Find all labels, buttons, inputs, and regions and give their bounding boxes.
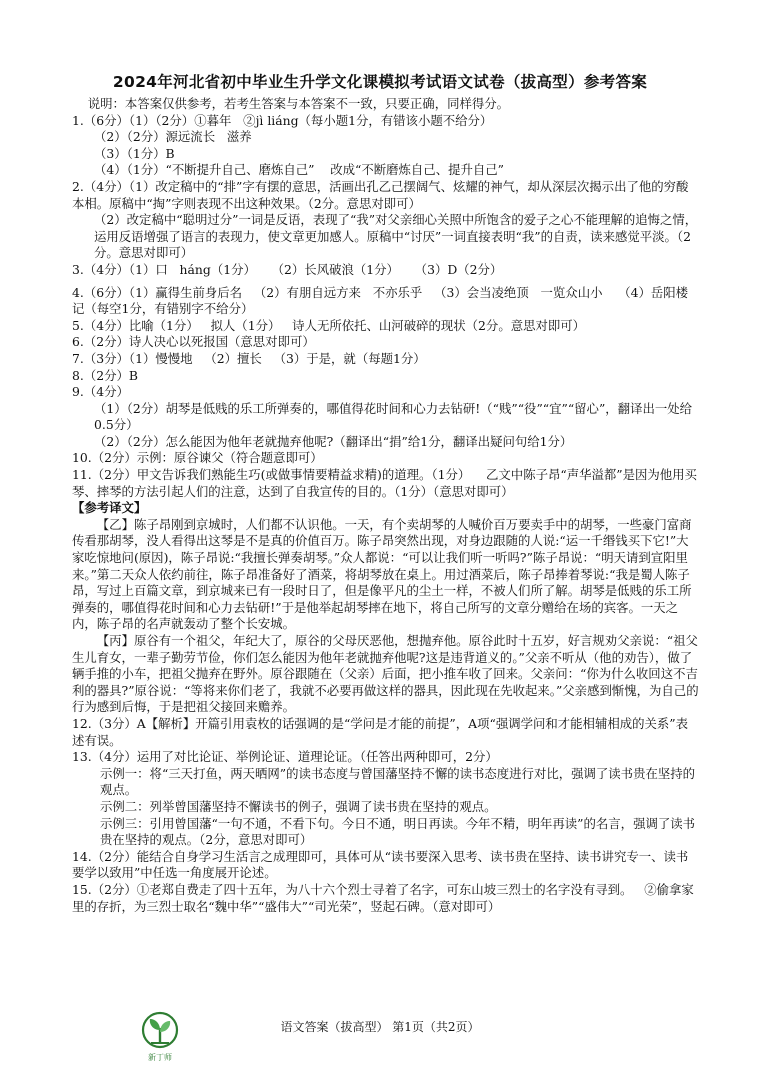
answer-line: 4.（6分）（1）赢得生前身后名 （2）有朋自远方来 不亦乐乎 （3）会当凌绝顶 一览众山小 （4）岳阳楼记（每空1分，有错别字不给分） <box>72 284 689 317</box>
answer-content <box>72 96 700 915</box>
answer-line: （2）改定稿中“聪明过分”一词是反语，表现了“我”对父亲细心关照中所饱含的爱子之心不能理解的追悔之情，运用反语增强了语言的表现力，使文章更加感人。原稿中“讨厌”一词直接表明“我”的自责，读来感觉平淡。（2分。意思对即可） <box>94 212 698 261</box>
answer-line: 1.（6分）（1）（2分）①暮年 ②jì liáng（每小题1分，有错该小题不给分） <box>72 112 493 128</box>
answer-line: 示例二：列举曾国藩坚持不懈读书的例子，强调了读书贵在坚持的观点。 <box>100 798 497 814</box>
answer-line: 示例一：将“三天打鱼，两天晒网”的读书态度与曾国藩坚持不懈的读书态度进行对比，强调了读书贵在坚持的观点。 <box>100 765 696 798</box>
answer-line: 【参考译文】 <box>72 500 147 516</box>
answer-line: 【乙】陈子昂刚到京城时，人们都不认识他。一天，有个卖胡琴的人喊价百万要卖手中的胡琴，一些豪门富商传看那胡琴，没人看得出这琴是不是真的价值百万。陈子昂突然出现，对身边跟随的人说:“运一千缗钱买下它!”大家吃惊地问(原因)，陈子昂说:“我擅长弹奏胡琴。”众人都说：“可以让我们听一听吗?”陈子昂说：“明天请到宣阳里来。”第二天众人依约前往，陈子昂准备好了酒菜，将胡琴放在桌上。用过酒菜后，陈子昂捧着琴说:“我是蜀人陈子昂，写过上百篇文章，到京城来已有一段时日了，但是像平凡的尘土一样，不被人们所了解。胡琴是低贱的乐工所弹奏的，哪值得花时间和心力去钻研!”于是他举起胡琴摔在地下，将自己所写的文章分赠给在场的宾客。一天之内，陈子昂的名声就轰动了整个长安城。 <box>72 516 692 632</box>
answer-line: 7.（3分）（1）慢慢地 （2）擅长 （3）于是，就（每题1分） <box>72 350 426 366</box>
answer-line: 13.（4分）运用了对比论证、举例论证、道理论证。（任答出两种即可，2分） <box>72 749 498 765</box>
answer-line: （2）（2分）源远流长 滋养 <box>94 129 252 145</box>
page-title: 2024年河北省初中毕业生升学文化课模拟考试语文试卷（拔高型）参考答案 <box>112 73 648 91</box>
answer-line: 14.（2分）能结合自身学习生活言之成理即可，具体可从“读书要深入思考、读书贵在坚持、读书讲究专一、读书要学以致用”中任选一角度展开论述。 <box>72 848 689 881</box>
answer-line: （1）（2分）胡琴是低贱的乐工所弹奏的，哪值得花时间和心力去钻研!（“贱”“役”“宜”“留心”，翻译出一处给0.5分） <box>94 400 693 433</box>
answer-line: 11.（2分）甲文告诉我们熟能生巧(或做事情要精益求精)的道理。（1分） 乙文中陈子昂“声华溢都”是因为他用买琴、摔琴的方法引起人们的注意，达到了自我宣传的目的。（1分）（意思对即可） <box>72 467 697 499</box>
answer-line: 8.（2分）B <box>72 367 138 383</box>
answer-line: （2）（2分）怎么能因为他年老就抛弃他呢?（翻译出“捐”给1分，翻译出疑问句给1分） <box>94 433 573 449</box>
answer-line: 6.（2分）诗人决心以死报国（意思对即可） <box>72 334 315 350</box>
answer-line: 【丙】原谷有一个祖父，年纪大了，原谷的父母厌恶他，想抛弃他。原谷此时十五岁，好言规劝父亲说：“祖父生儿育女，一辈子勤劳节俭，你们怎么能因为他年老就抛弃他呢?这是违背道义的。”父亲不听从（他的劝告），做了辆手推的小车，把祖父抛弃在野外。原谷跟随在（父亲）后面，把小推车收了回来。父亲问：“你为什么收回这不吉利的器具?”原谷说：“等将来你们老了，我就不必要再做这样的器具，因此现在先收起来。”父亲感到惭愧，为自己的行为感到后悔，于是把祖父接回来赡养。 <box>72 633 699 715</box>
answer-line: 5.（4分）比喻（1分） 拟人（1分） 诗人无所依托、山河破碎的现状（2分。意思对即可） <box>72 317 586 333</box>
answer-line: 9.（4分） <box>72 384 129 400</box>
answer-line: 3.（4分）（1）口 háng（1分） （2）长风破浪（1分） （3）D（2分） <box>72 261 503 277</box>
page-footer: 语文答案（拔高型） 第1页（共2页） <box>280 1020 480 1034</box>
answer-line: 2.（4分）（1）改定稿中的“排”字有摆的意思，活画出孔乙己摆阔气、炫耀的神气，却从深层次揭示出了他的穷酸本相。原稿中“掏”字则表现不出这种效果。（2分。意思对即可） <box>72 178 689 211</box>
answer-line: （3）（1分）B <box>94 145 175 161</box>
answer-line: 15.（2分）①老郑自费走了四十五年，为八十六个烈士寻着了名字，可东山坡三烈士的名字没有寻到。 ②偷拿家里的存折，为三烈士取名“魏中华”“盛伟大”“司光荣”，竖起石碑。（意对即可） <box>72 881 694 914</box>
logo-text: 新丁师 <box>148 1053 172 1062</box>
answer-line: 10.（2分）示例：原谷谏父（符合题意即可） <box>72 450 323 466</box>
answer-line: 说明：本答案仅供参考，若考生答案与本答案不一致，只要正确，同样得分。 <box>72 96 510 111</box>
answer-line: 示例三：引用曾国藩“一句不通，不看下句。今日不通，明日再读。今年不精，明年再读”的名言，强调了读书贵在坚持的观点。（2分，意思对即可） <box>100 815 696 848</box>
answer-line: （4）（1分）“不断提升自己、磨炼自己” 改成“不断磨炼自己、提升自己” <box>94 162 504 178</box>
answer-line: 12.（3分）A【解析】开篇引用袁枚的话强调的是“学问是才能的前提”，A项“强调学问和才能相辅相成的关系”表述有误。 <box>72 715 689 748</box>
